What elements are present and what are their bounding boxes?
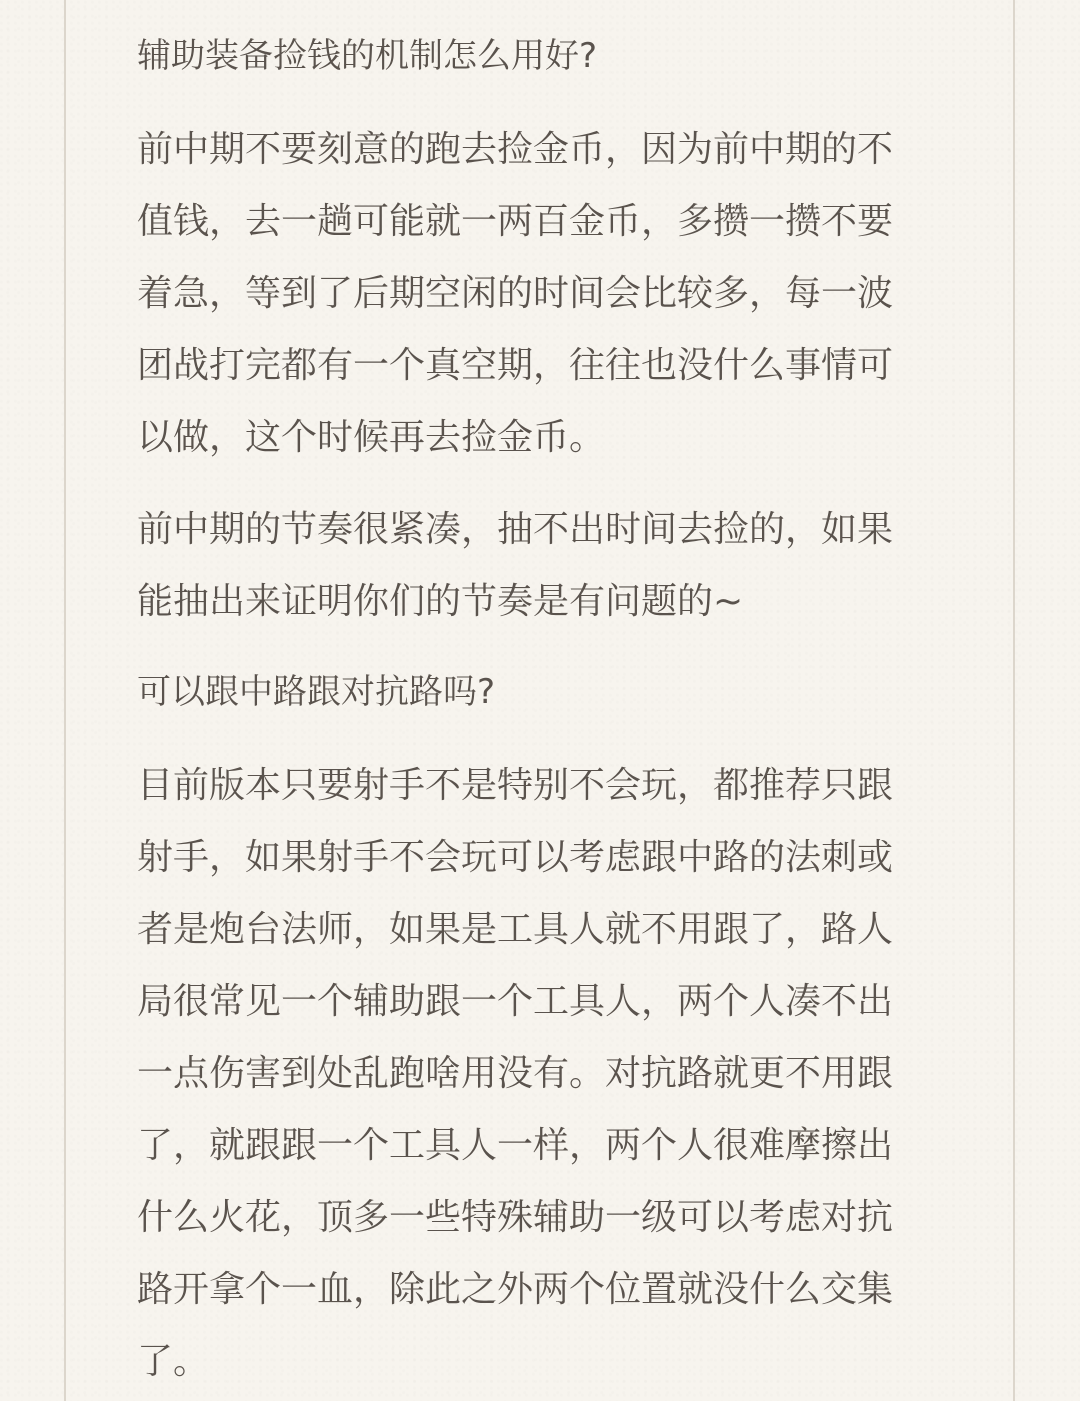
answer-paragraph-3: 目前版本只要射手不是特别不会玩，都推荐只跟 射手，如果射手不会玩可以考虑跟中路的法刺或 者是炮台法师，如果是工具人就不用跟了，路人 局很常见一个辅助跟一个工具人，两个人凑不出 一点伤害到处乱跑啥用没有。对抗路就更不用跟 了，就跟跟一个工具人一样，两个人很难摩擦出 什么火花，顶多一些特殊辅助一级可以考虑对抗 路开拿个一血，除此之外两个位置就没什么交集 了。: [137, 765, 894, 1382]
question-heading-1: 辅助装备捡钱的机制怎么用好?: [137, 36, 598, 76]
right-margin-line: [1013, 0, 1015, 1401]
answer-paragraph-2: 前中期的节奏很紧凑，抽不出时间去捡的，如果 能抽出来证明你们的节奏是有问题的~: [137, 509, 894, 622]
answer-paragraph-1: 前中期不要刻意的跑去捡金币，因为前中期的不 值钱，去一趟可能就一两百金币，多攒一攒不要 着急，等到了后期空闲的时间会比较多，每一波 团战打完都有一个真空期，往往也没什么事情可 以做，这个时候再去捡金币。: [137, 129, 894, 458]
left-margin-line: [64, 0, 66, 1401]
question-heading-2: 可以跟中路跟对抗路吗?: [137, 672, 496, 712]
